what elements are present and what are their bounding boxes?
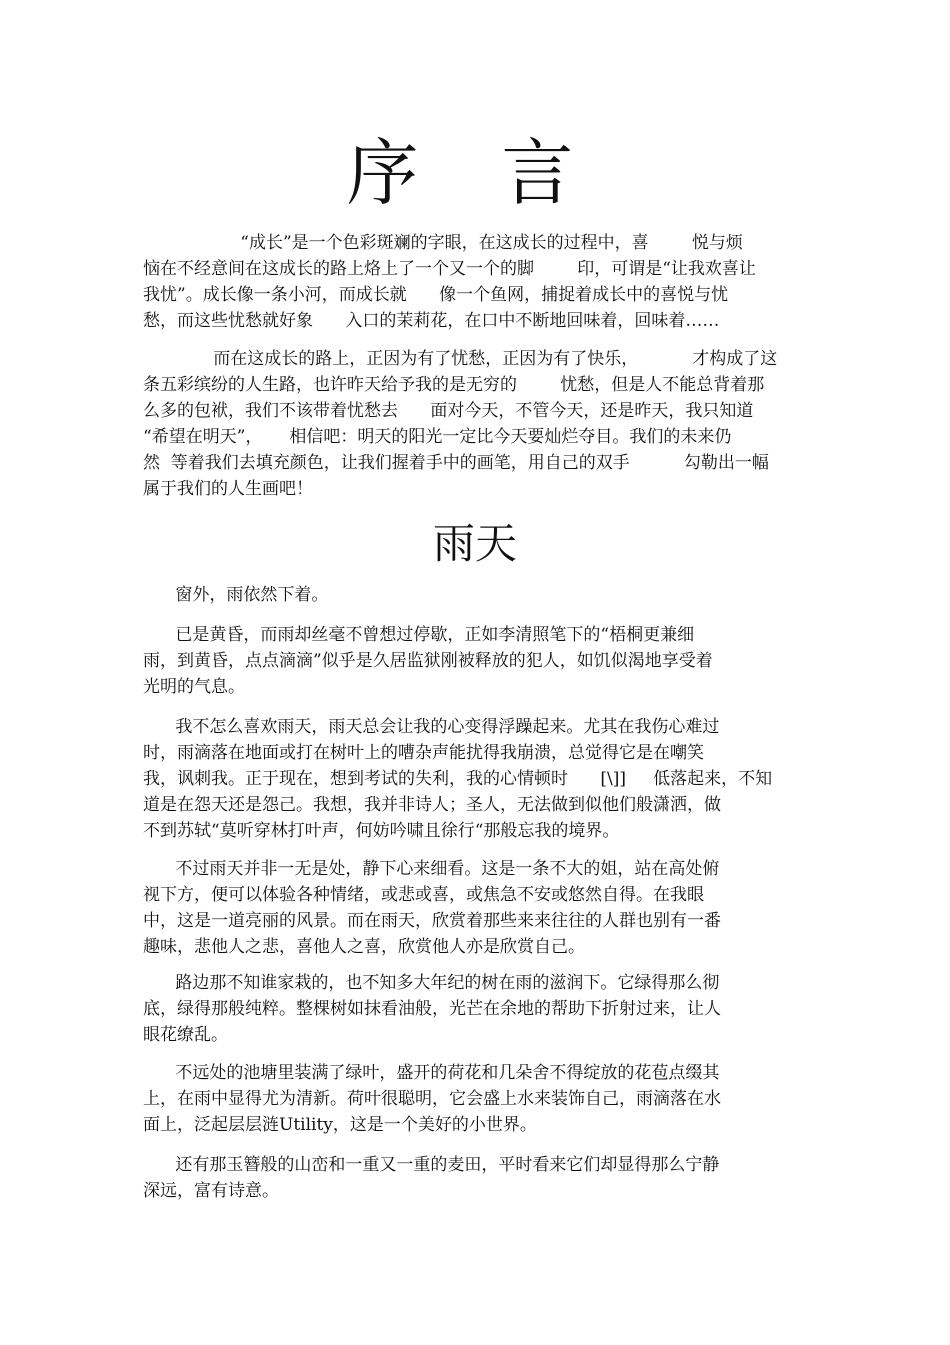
text-line: 愁，而这些忧愁就好象 入口的茉莉花，在口中不断地回味着，回味着…… [143,311,720,331]
rainy-paragraph-1 [143,582,813,608]
text-line: 道是在怨天还是怨己。我想，我并非诗人；圣人，无法做到似他们般潇洒，做 [143,795,721,815]
text-line: 雨，到黄昏，点点滴滴”似乎是久居监狱刚被释放的犯人，如饥似渴地享受着 [143,651,713,671]
text-line: 条五彩缤纷的人生路，也许昨天给予我的是无穷的 忧愁，但是人不能总背着那 [143,375,765,395]
text-line: 我，讽刺我。正于现在，想到考试的失利，我的心情顿时 [\]] 低落起来，不知 [143,769,773,789]
text-line: 眼花缭乱。 [143,1025,228,1045]
text-line: 时，雨滴落在地面或打在树叶上的嘈杂声能扰得我崩溃，总觉得它是在嘲笑 [143,743,704,763]
text-line: “希望在明天”， 相信吧：明天的阳光一定比今天要灿烂夺目。我们的未来仍 [143,427,732,447]
rainy-paragraph-4 [143,856,813,960]
text-line: 不过雨天并非一无是处，静下心来细看。这是一条不大的姐，站在高处俯 [143,859,720,879]
text-line: 路边那不知谁家栽的，也不知多大年纪的树在雨的滋润下。它绿得那么彻 [143,973,720,993]
preface-title: 序 言 [346,131,604,215]
preface-paragraph-2 [143,346,813,502]
text-line: 视下方，便可以体验各种情绪，或悲或喜，或焦急不安或悠然自得。在我眼 [143,885,704,905]
text-line: 光明的气息。 [143,677,245,697]
rainy-paragraph-2 [143,622,813,700]
text-line: 底，绿得那般纯粹。整棵树如抹看油般，光芒在余地的帮助下折射过来，让人 [143,999,721,1019]
text-line: 面上，泛起层层涟Utility，这是一个美好的小世界。 [143,1115,537,1135]
text-line: 我忧”。成长像一条小河，而成长就 像一个鱼网，捕捉着成长中的喜悦与忧 [143,285,729,305]
text-line: 上，在雨中显得尤为清新。荷叶很聪明，它会盛上水来装饰自己，雨滴落在水 [143,1089,721,1109]
text-line: 不到苏轼“莫听穿林打叶声，何妨吟啸且徐行“那般忘我的境界。 [143,821,620,841]
text-line: 属于我们的人生画吧！ [143,479,313,499]
text-line: 么多的包袱，我们不该带着忧愁去 面对今天，不管今天，还是昨天，我只知道 [143,401,754,421]
text-line: 还有那玉簪般的山峦和一重又一重的麦田，平时看来它们却显得那么宁静 [143,1155,720,1175]
text-line: 窗外，雨依然下着。 [143,585,329,605]
text-line: 深远，富有诗意。 [143,1181,279,1201]
rainy-paragraph-5 [143,970,813,1048]
text-line: 而在这成长的路上，正因为有了忧愁，正因为有了快乐， 才构成了这 [143,349,778,369]
section-title: 雨天 [432,519,517,568]
text-line: 我不怎么喜欢雨天，雨天总会让我的心变得浮躁起来。尤其在我伤心难过 [143,717,720,737]
text-line: 不远处的池塘里装满了绿叶，盛开的荷花和几朵舍不得绽放的花苞点缀其 [143,1063,720,1083]
text-line: 中，这是一道亮丽的风景。而在雨天，欣赏着那些来来往往的人群也别有一番 [143,911,721,931]
preface-paragraph-1 [143,230,813,334]
text-line: 已是黄昏，而雨却丝毫不曾想过停歇，正如李清照笔下的“梧桐更兼细 [143,625,695,645]
rainy-paragraph-3 [143,714,813,844]
text-line: 趣味，悲他人之悲，喜他人之喜，欣赏他人亦是欣赏自己。 [143,937,585,957]
text-line: 恼在不经意间在这成长的路上烙上了一个又一个的脚 印，可谓是“让我欢喜让 [143,259,756,279]
text-line: “成长”是一个色彩斑斓的字眼，在这成长的过程中，喜 悦与烦 [143,233,743,253]
rainy-paragraph-7 [143,1152,813,1204]
rainy-paragraph-6 [143,1060,813,1138]
text-line: 然 等着我们去填充颜色，让我们握着手中的画笔，用自己的双手 勾勒出一幅 [143,453,769,473]
